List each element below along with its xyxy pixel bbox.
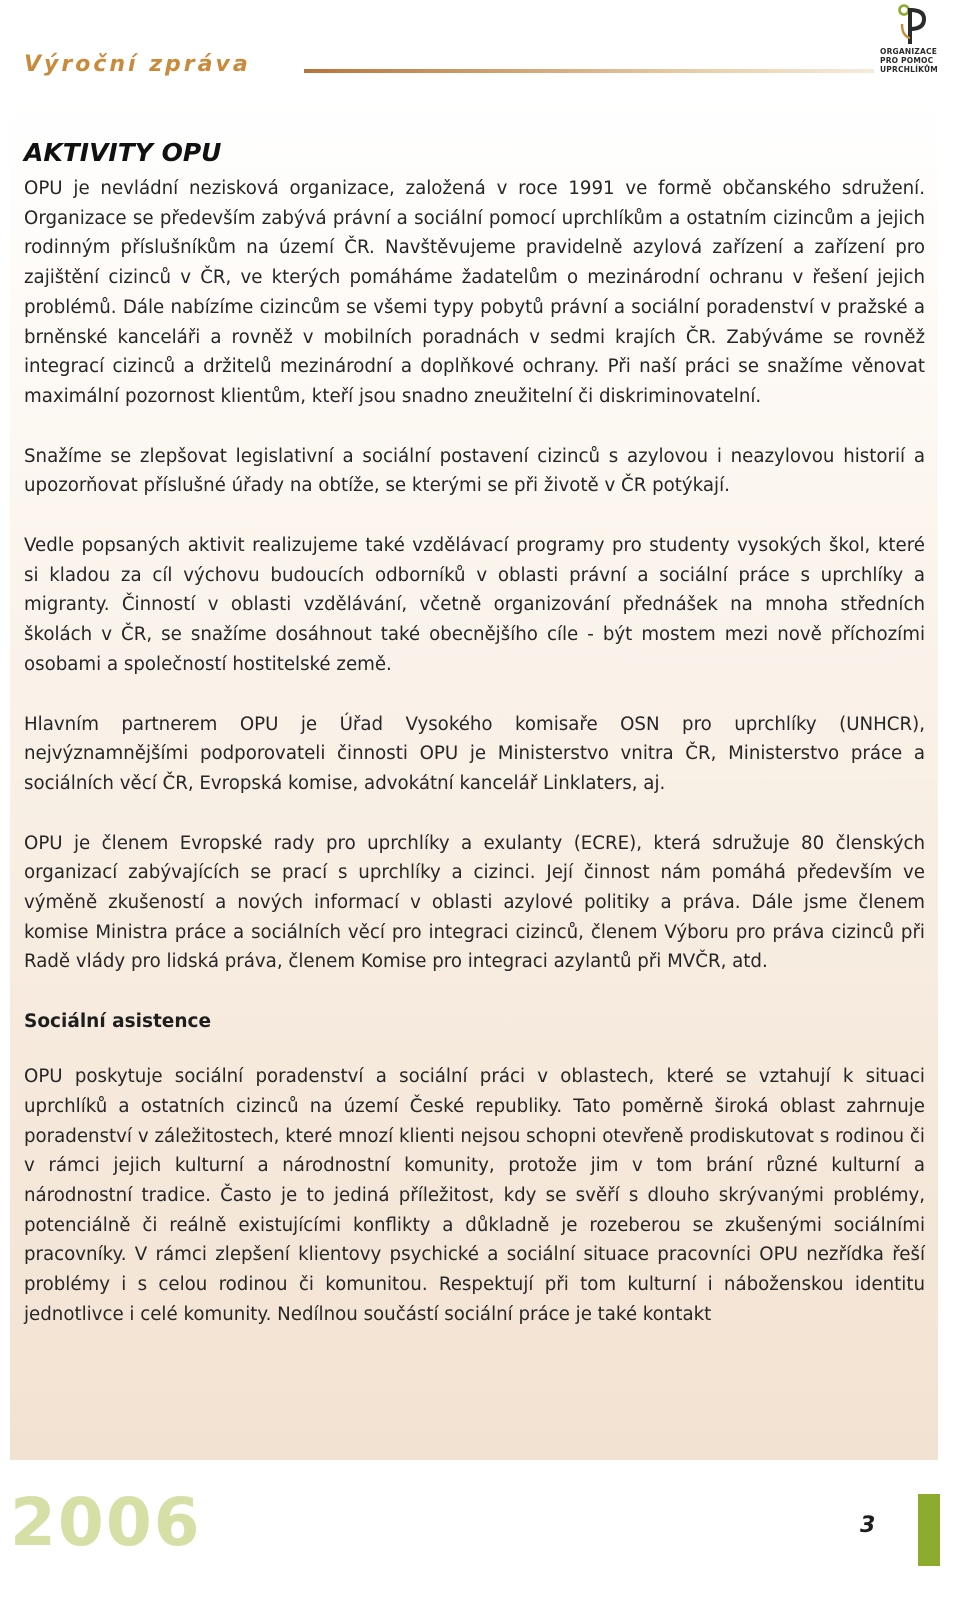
logo-line-1: ORGANIZACE — [880, 47, 938, 56]
page-number: 3 — [860, 1513, 876, 1538]
paragraph-social-assistance: OPU poskytuje sociální poradenství a sociální práci v oblastech, které se vztahují k situaci uprchlíků a ostatních cizinců na území České republiky. Tato poměrně široká oblast zahrnuje poradenství v záležitostech, které mnozí klienti nejsou schopni otevřeně prodiskutovat s rodinou či v rámci jejich kulturní a národnostní komunity, protože jim v tom brání různé kulturní a národnostní tradice. Často je to jediná příležitost, kdy se svěří s dlouho skrývanými problémy, potenciálně či reálně existujícími konflikty a důkladně je rozeberou se zkušenými sociálními pracovníky. V rámci zlepšení klientovy psychické a sociální situace pracovníci OPU nezřídka řeší problémy i s celou rodinou či komunitou. Respektují při tom kulturní i náboženskou identitu jednotlivce i celé komunity. Nedílnou součástí sociální práce je také kontakt — [24, 1066, 925, 1325]
section-heading: Sociální asistence — [24, 1011, 212, 1033]
logo-line-2: PRO POMOC — [880, 56, 934, 65]
header-divider — [304, 69, 874, 73]
report-title: Výroční zpráva — [24, 52, 251, 77]
page-title: AKTIVITY OPU — [24, 138, 222, 167]
opu-logo-icon — [890, 2, 930, 48]
paragraph-education: Vedle popsaných aktivit realizujeme také vzdělávací programy pro studenty vysokých škol, které si kladou za cíl výchovu budoucích odborníků v oblasti právní a sociální práce s uprchlíky a migranty. Činností v oblasti vzdělávání, včetně organizování přednášek na mnoha středních školách v ČR, se snažíme dosáhnout také obecnějšího cíle - být mostem mezi nově příchozími osobami a společností hostitelské země. — [24, 535, 925, 675]
main-content — [24, 138, 925, 1330]
report-year: 2006 — [10, 1484, 202, 1561]
paragraph-partners: Hlavním partnerem OPU je Úřad Vysokého komisaře OSN pro uprchlíky (UNHCR), nejvýznamnějšími podporovateli činnosti OPU je Ministerstvo vnitra ČR, Ministerstvo práce a sociálních věcí ČR, Evropská komise, advokátní kancelář Linklaters, aj. — [24, 713, 925, 794]
organization-logo — [880, 0, 950, 100]
page-accent-bar — [918, 1494, 940, 1566]
paragraph-memberships: OPU je členem Evropské rady pro uprchlíky a exulanty (ECRE), která sdružuje 80 členských organizací zabývajících se prací s uprchlíky a cizinci. Její činnost nám pomáhá především ve výměně zkušeností a nových informací v oblasti azylové politiky a práva. Dále jsme členem komise Ministra práce a sociálních věcí pro integraci cizinců, členem Výboru pro práva cizinců při Radě vlády pro lidská práva, členem Komise pro integraci azylantů při MVČR, atd. — [24, 832, 925, 973]
paragraph-intro: OPU je nevládní nezisková organizace, založená v roce 1991 ve formě občanského sdružení. Organizace se především zabývá právní a sociální pomocí uprchlíkům a ostatním cizincům a jejich rodinným příslušníkům na území ČR. Navštěvujeme pravidelně azylová zařízení a zařízení pro zajištění cizinců v ČR, ve kterých pomáháme žadatelům o mezinárodní ochranu v řešení jejich problémů. Dále nabízíme cizincům se všemi typy pobytů právní a sociální poradenství v pražské a brněnské kanceláři a rovněž v mobilních poradnách v sedmi krajích ČR. Zabýváme se rovněž integrací cizinců a držitelů mezinárodní a doplňkové ochrany. Při naší práci se snažíme věnovat maximální pozornost klientům, kteří jsou snadno zneužitelní či diskriminovatelní. — [24, 178, 925, 407]
logo-line-3: UPRCHLÍKŮM — [880, 65, 938, 74]
paragraph-legislation: Snažíme se zlepšovat legislativní a sociální postavení cizinců s azylovou i neazylovou historií a upozorňovat příslušné úřady na obtíže, se kterými se při životě v ČR potýkají. — [24, 445, 925, 497]
